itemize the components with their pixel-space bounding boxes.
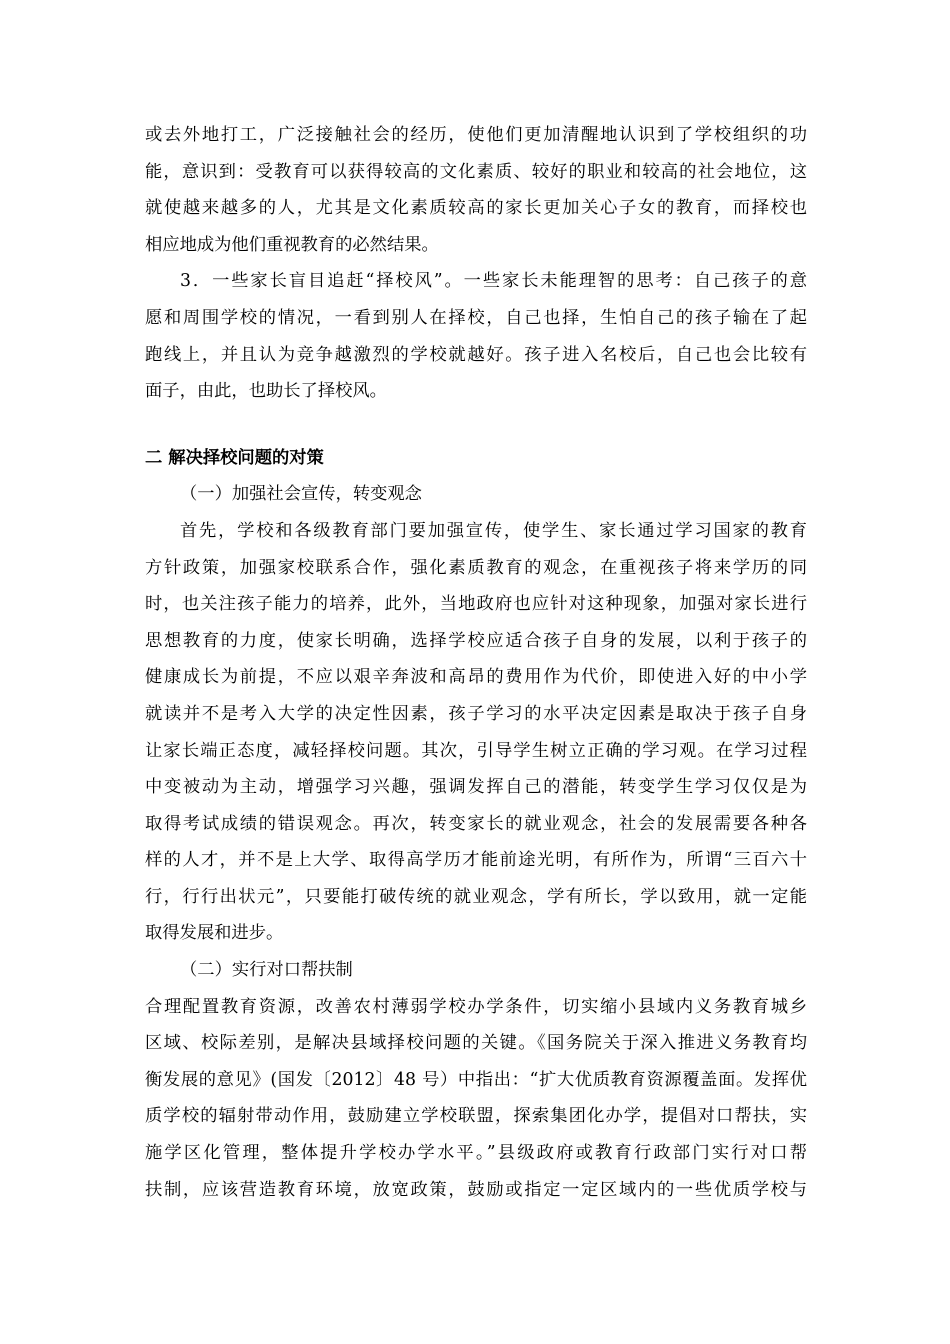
section-gap [145, 410, 807, 440]
subheading-1: （一）加强社会宣传，转变观念 [180, 484, 422, 505]
text-line: 或去外地打工，广泛接触社会的经历，使他们更加清醒地认识到了学校组织的功 [145, 125, 807, 145]
text-line: 取得发展和进步。 [145, 923, 284, 944]
text-line: 愿和周围学校的情况，一看到别人在择校，自己也择，生怕自己的孩子输在了起 [145, 307, 807, 328]
text-line: 质学校的辐射带动作用，鼓励建立学校联盟，探索集团化办学，提倡对口帮扶，实 [145, 1106, 807, 1127]
text-line: 施学区化管理，整体提升学校办学水平。”县级政府或教育行政部门实行对口帮 [145, 1143, 807, 1164]
text-line: 跑线上，并且认为竞争越激烈的学校就越好。孩子进入名校后，自己也会比较有 [145, 344, 807, 365]
text-line: 方针政策，加强家校联系合作，强化素质教育的观念，在重视孩子将来学历的同 [145, 557, 807, 578]
document-page [145, 117, 807, 1208]
paragraph-4 [145, 989, 807, 1209]
text-line: 就使越来越多的人，尤其是文化素质较高的家长更加关心子女的教育，而择校也 [145, 198, 807, 219]
text-line: 中变被动为主动，增强学习兴趣，强调发挥自己的潜能，转变学生学习仅仅是为 [145, 777, 807, 798]
section-heading: 二 解决择校问题的对策 [145, 447, 324, 468]
paragraph-1 [145, 117, 807, 263]
text-line: 就读并不是考入大学的决定性因素，孩子学习的水平决定因素是取决于孩子自身 [145, 703, 807, 724]
text-line: 扶制，应该营造教育环境，放宽政策，鼓励或指定一定区域内的一些优质学校与 [145, 1179, 807, 1200]
text-line: 行，行行出状元”，只要能打破传统的就业观念，学有所长，学以致用，就一定能 [145, 886, 807, 907]
text-line: 相应地成为他们重视教育的必然结果。 [145, 234, 439, 255]
text-line: 3．一些家长盲目追赶“择校风”。一些家长未能理智的思考：自己孩子的意 [180, 271, 807, 292]
paragraph-3 [145, 513, 807, 952]
text-line: 健康成长为前提，不应以艰辛奔波和高昂的费用作为代价，即使进入好的中小学 [145, 667, 807, 688]
text-line: 让家长端正态度，减轻择校问题。其次，引导学生树立正确的学习观。在学习过程 [145, 740, 807, 761]
text-line: 能，意识到：受教育可以获得较高的文化素质、较好的职业和较高的社会地位，这 [145, 161, 807, 182]
text-line: 首先，学校和各级教育部门要加强宣传，使学生、家长通过学习国家的教育 [180, 520, 807, 541]
text-line: 区域、校际差别，是解决县域择校问题的关键。《国务院关于深入推进义务教育均 [145, 1033, 807, 1054]
text-line: 样的人才，并不是上大学、取得高学历才能前途光明，有所作为，所谓“三百六十 [145, 850, 807, 871]
paragraph-2 [145, 263, 807, 409]
text-line: 取得考试成绩的错误观念。再次，转变家长的就业观念，社会的发展需要各种各 [145, 813, 807, 834]
subheading-2: （二）实行对口帮扶制 [180, 960, 353, 981]
text-line: 思想教育的力度，使家长明确，选择学校应适合孩子自身的发展，以利于孩子的 [145, 630, 807, 651]
text-line: 合理配置教育资源，改善农村薄弱学校办学条件，切实缩小县域内义务教育城乡 [145, 996, 807, 1017]
text-line: 时，也关注孩子能力的培养，此外，当地政府也应针对这种现象，加强对家长进行 [145, 594, 807, 615]
text-line: 面子，由此，也助长了择校风。 [145, 381, 387, 402]
text-line: 衡发展的意见》(国发〔2012〕48 号）中指出：“扩大优质教育资源覆盖面。发挥优 [145, 1069, 807, 1090]
